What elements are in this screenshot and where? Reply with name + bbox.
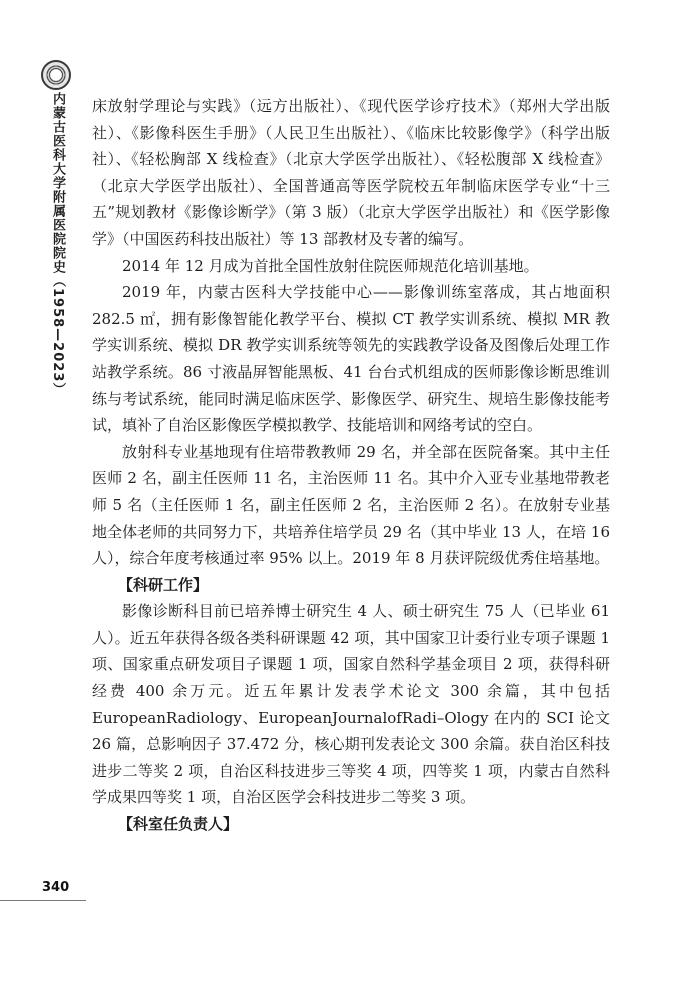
heading-department-leaders: 【科室任负责人】 xyxy=(118,815,239,834)
paragraph-research: 影像诊断科目前已培养博士研究生 4 人、硕士研究生 75 人（已毕业 61 人）。近五年获得各级各类科研课题 42 项，其中国家卫计委行业专项子课题 1 项、国家重点研发项目子课题 1 项，国家自然科学基金项目 2 项，获得科研经费 400 余万元。近五年累计发表学术论文 300 余篇，其中包括 EuropeanRadiology、EuropeanJournalofRadi–Ology 在内的 SCI 论文 26 篇，总影响因子 37.472 分，核心期刊发表论文 300 余篇。获自治区科技进步二等奖 2 项，自治区科技进步三等奖 4 项，四等奖 1 项，内蒙古自然科学成果四等奖 1 项，自治区医学会科技进步二等奖 3 项。 xyxy=(92,602,610,807)
page-number-rule xyxy=(0,900,86,901)
university-logo-icon xyxy=(41,60,71,90)
logo-inner-ring xyxy=(49,68,63,82)
book-years: （1958—2023） xyxy=(50,274,65,397)
page-body xyxy=(92,93,610,838)
paragraph-teaching-staff: 放射科专业基地现有住培带教教师 29 名，并全部在医院备案。其中主任医师 2 名，副主任医师 11 名，主治医师 11 名。其中介入亚专业基地带教老师 5 名（主任医师 1 名，副主任医师 2 名，主治医师 2 名）。在放射专业基地全体老师的共同努力下，共培养住培学员 29 名（其中毕业 13 人，在培 16 人），综合年度考核通过率 95% 以上。2019 年 8 月获评院级优秀住培基地。 xyxy=(92,442,610,568)
paragraph-skills-center: 2019 年，内蒙古医科大学技能中心——影像训练室落成，其占地面积 282.5 ㎡，拥有影像智能化教学平台、模拟 CT 教学实训系统、模拟 MR 教学实训系统、模拟 DR 教学实训系统等领先的实践教学设备及图像后处理工作站教学系统。86 寸液晶屏智能黑板、41 台台式机组成的医师影像诊断思维训练与考试系统，能同时满足临床医学、影像医学、研究生、规培生影像技能考试，填补了自治区影像医学模拟教学、技能培训和网络考试的空白。 xyxy=(92,283,610,435)
sidebar xyxy=(0,0,74,983)
running-book-title xyxy=(46,92,68,396)
page-number: 340 xyxy=(42,880,70,895)
paragraph-textbooks: 床放射学理论与实践》（远方出版社）、《现代医学诊疗技术》（郑州大学出版社）、《影像科医生手册》（人民卫生出版社）、《临床比较影像学》（科学出版社）、《轻松胸部 X 线检查》（北京大学医学出版社）、《轻松腹部 X 线检查》（北京大学医学出版社）、全国普通高等医学院校五年制临床医学专业“十三五”规划教材《影像诊断学》（第 3 版）（北京大学医学出版社）和《医学影像学》（中国医药科技出版社）等 13 部教材及专著的编写。 xyxy=(92,97,610,248)
paragraph-training-base: 2014 年 12 月成为首批全国性放射住院医师规范化培训基地。 xyxy=(122,256,539,275)
heading-research: 【科研工作】 xyxy=(118,575,209,594)
book-title: 内蒙古医科大学附属医院院史 xyxy=(50,92,65,274)
